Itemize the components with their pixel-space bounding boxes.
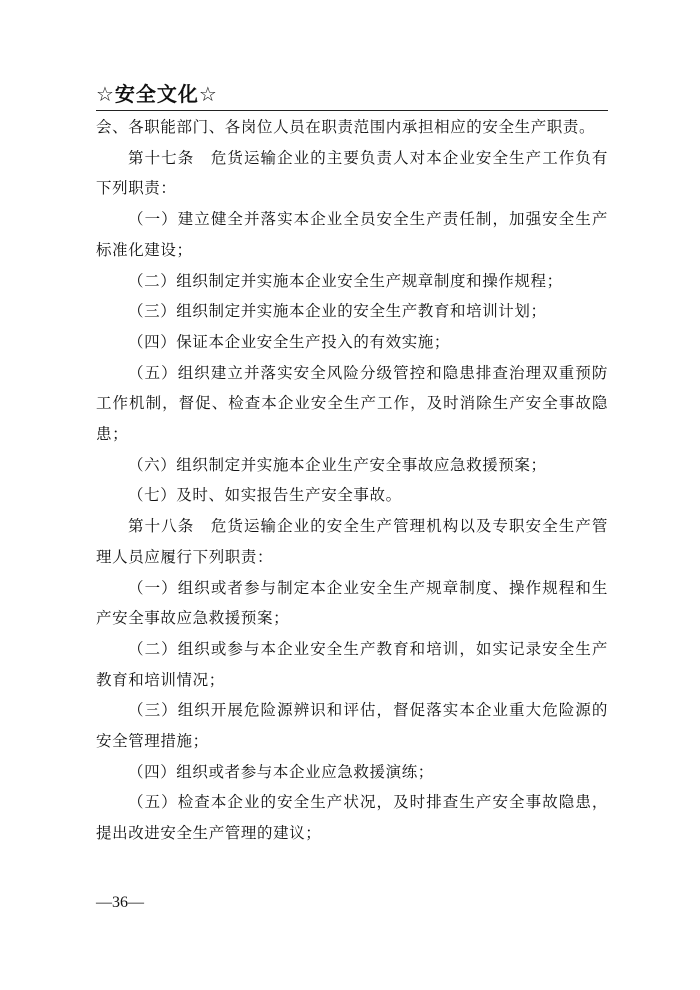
article-18-item-1: （一）组织或者参与制定本企业安全生产规章制度、操作规程和生产安全事故应急救援预案； (96, 578, 608, 628)
article-18-item-2: （二）组织或参与本企业安全生产教育和培训，如实记录安全生产教育和培训情况； (96, 639, 608, 689)
document-body (96, 112, 608, 849)
article-18-item-5: （五）检查本企业的安全生产状况，及时排查生产安全事故隐患，提出改进安全生产管理的建议； (96, 793, 608, 843)
article-18-item-4: （四）组织或者参与本企业应急救援演练； (128, 762, 434, 781)
article-17-item-2: （二）组织制定并实施本企业安全生产规章制度和操作规程； (128, 271, 563, 290)
article-17-item-6: （六）组织制定并实施本企业生产安全事故应急救援预案； (128, 455, 547, 474)
article-17-item-5: （五）组织建立并落实安全风险分级管控和隐患排查治理双重预防工作机制，督促、检查本企业安全生产工作，及时消除生产安全事故隐患； (96, 363, 608, 444)
article-17-heading: 第十七条 危货运输企业的主要负责人对本企业安全生产工作负有下列职责： (96, 148, 608, 198)
article-17-item-7: （七）及时、如实报告生产安全事故。 (128, 486, 402, 505)
article-18-item-3: （三）组织开展危险源辨识和评估，督促落实本企业重大危险源的安全管理措施； (96, 701, 608, 751)
article-17-item-4: （四）保证本企业安全生产投入的有效实施； (128, 332, 451, 351)
header-divider (96, 110, 608, 111)
page-number: —36— (96, 894, 144, 911)
article-18-heading: 第十八条 危货运输企业的安全生产管理机构以及专职安全生产管理人员应履行下列职责： (96, 517, 608, 566)
page-header-title: ☆安全文化☆ (96, 82, 218, 106)
article-17-item-1: （一）建立健全并落实本企业全员安全生产责任制，加强安全生产标准化建设； (96, 210, 608, 259)
paragraph-continuation: 会、各职能部门、各岗位人员在职责范围内承担相应的安全生产职责。 (96, 118, 596, 136)
article-17-item-3: （三）组织制定并实施本企业的安全生产教育和培训计划； (128, 302, 547, 321)
